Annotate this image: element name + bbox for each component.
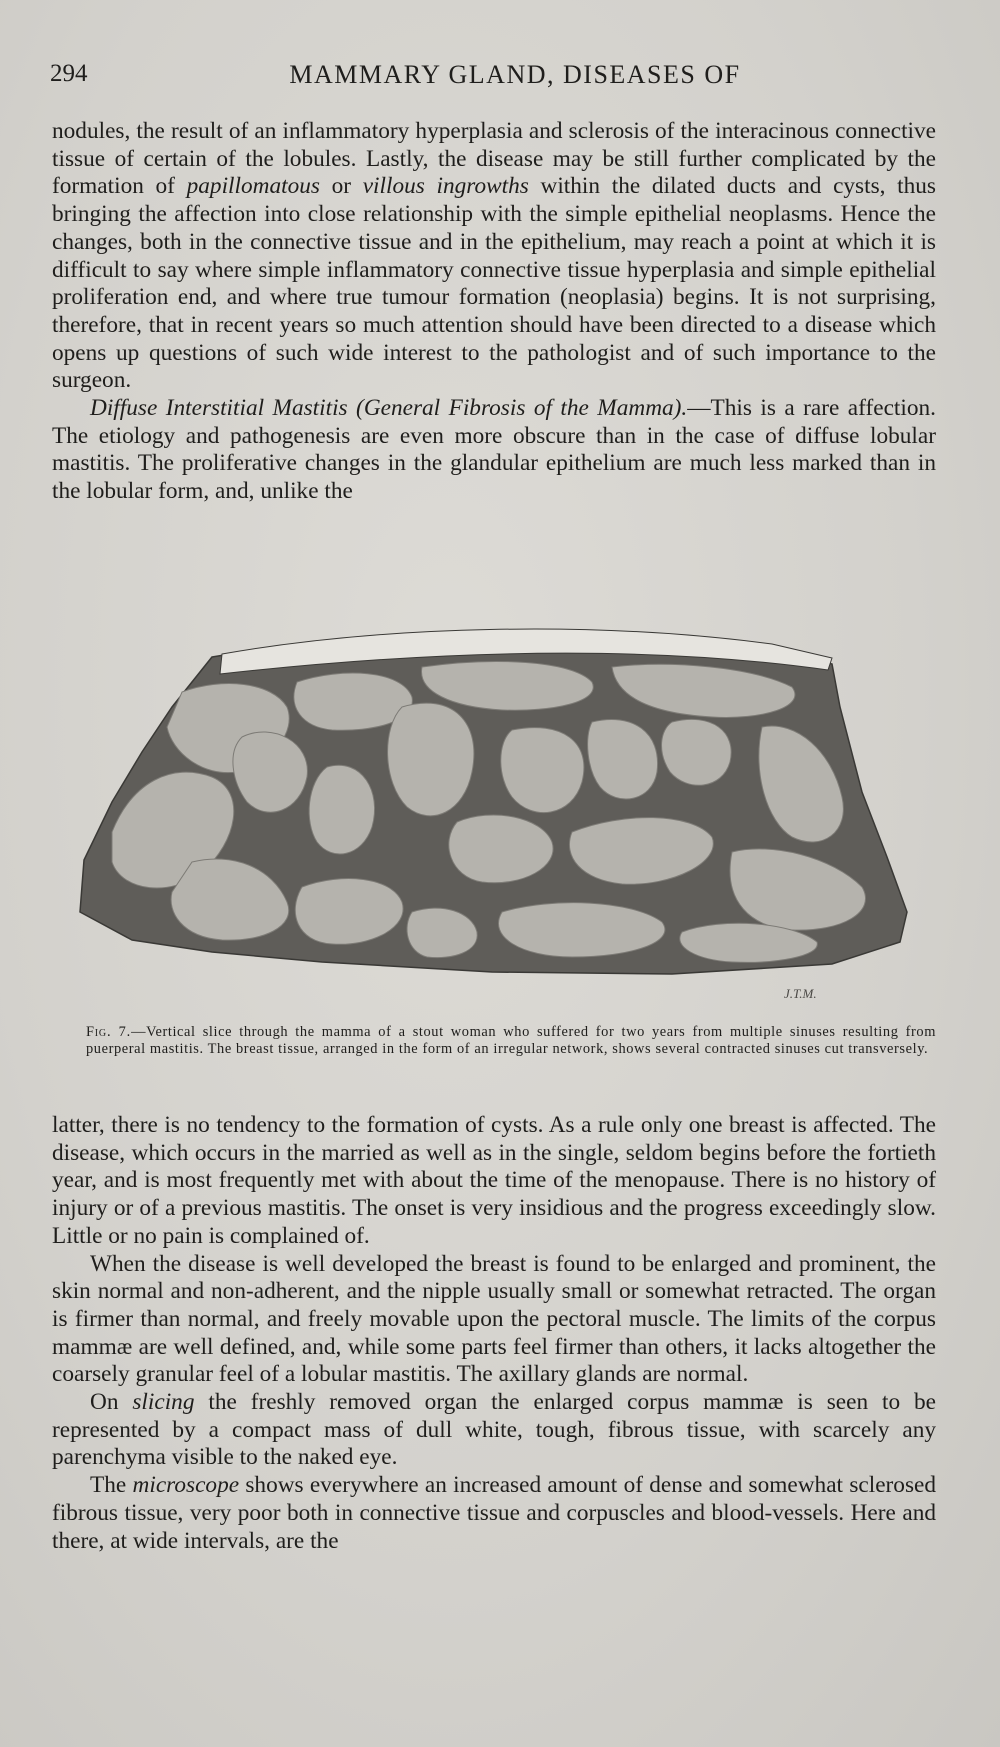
- paragraph: [52, 1112, 936, 1251]
- text-run: nodules, the result of an inflammatory hyperplasia and sclerosis of the interacinous connective tissue of certain of the lobules. Lastly, the disease may be still further complicated by the formation of: [52, 118, 936, 200]
- italic-text: villous ingrowths: [362, 173, 529, 200]
- text-run: within the dilated ducts and cysts, thus bringing the affection into close relationship with the simple epithelial neoplasms. Hence the changes, both in the connective tissue and in the epithelium, may reach a point at which it is difficult to say where simple inflammatory connective tissue hyperplasia and simple epithelial proliferation end, and where true tumour formation (neoplasia) begins. It is not surprising, therefore, that in recent years so much attention should have been directed to a disease which opens up questions of such wide interest to the pathologist and of such importance to the surgeon.: [52, 173, 936, 394]
- text-run: shows everywhere an increased amount of dense and somewhat sclerosed fibrous tissue, very poor both in connective tissue and corpuscles and blood-vessels. Here and there, at wide intervals, are the: [52, 1472, 937, 1554]
- italic-text: Diffuse Interstitial Mastitis (General Fibrosis of the Mamma).: [90, 395, 688, 422]
- text-run: the freshly removed organ the enlarged corpus mammæ is seen to be represented by a compact mass of dull white, tough, fibrous tissue, with scarcely any parenchyma visible to the naked eye.: [52, 1389, 936, 1471]
- text-block-top: [52, 118, 936, 506]
- caption-text: —Vertical slice through the mamma of a stout woman who suffered for two years from multiple sinuses resulting from puerperal mastitis. The breast tissue, arranged in the form of an irregular network, shows several contracted sinuses cut transversely.: [86, 1024, 936, 1057]
- text-run: —This is a rare affection. The etiology and pathogenesis are even more obscure than in the case of diffuse lobular mastitis. The proliferative changes in the glandular epithelium are much less marked than in the lobular form, and, unlike the: [52, 395, 936, 505]
- paragraph: [52, 1389, 936, 1472]
- text-run: When the disease is well developed the breast is found to be enlarged and prominent, the skin normal and non-adherent, and the nipple usually small or somewhat retracted. The organ is firmer than normal, and freely movable upon the pectoral muscle. The limits of the corpus mammæ are well defined, and, while some parts feel firmer than others, it lacks altogether the coarsely granular feel of a lobular mastitis. The axillary glands are normal.: [52, 1250, 936, 1388]
- paragraph: [52, 118, 936, 395]
- text-run: latter, there is no tendency to the formation of cysts. As a rule only one breast is affected. The disease, which occurs in the married as well as in the single, seldom begins before the fortieth year, and is most frequently met with about the time of the menopause. There is no history of injury or of a previous mastitis. The onset is very insidious and the progress exceedingly slow. Little or no pain is complained of.: [52, 1112, 936, 1249]
- figure-caption: [86, 1024, 936, 1058]
- fat-lobule: [498, 903, 664, 957]
- text-run: or: [319, 173, 363, 200]
- fat-lobule: [309, 765, 374, 854]
- italic-text: microscope: [132, 1472, 240, 1499]
- text-run: The: [90, 1472, 133, 1499]
- paragraph: [52, 1251, 936, 1390]
- italic-text: papillomatous: [186, 173, 320, 200]
- figure-label: Fig. 7.: [86, 1024, 132, 1040]
- running-head: [50, 60, 940, 96]
- running-title: MAMMARY GLAND, DISEASES OF: [289, 60, 741, 89]
- text-run: On: [90, 1389, 133, 1416]
- italic-text: slicing: [132, 1389, 195, 1416]
- figure-illustration: [72, 612, 922, 1004]
- paragraph-diffuse-interstitial-mastitis: [52, 395, 936, 506]
- paragraph: [52, 1472, 936, 1555]
- breast-slice-drawing: [72, 612, 922, 1004]
- page-number: 294: [50, 60, 88, 87]
- text-block-bottom: [52, 1112, 936, 1555]
- artist-signature: J.T.M.: [784, 986, 817, 1001]
- fat-lobule: [388, 703, 474, 816]
